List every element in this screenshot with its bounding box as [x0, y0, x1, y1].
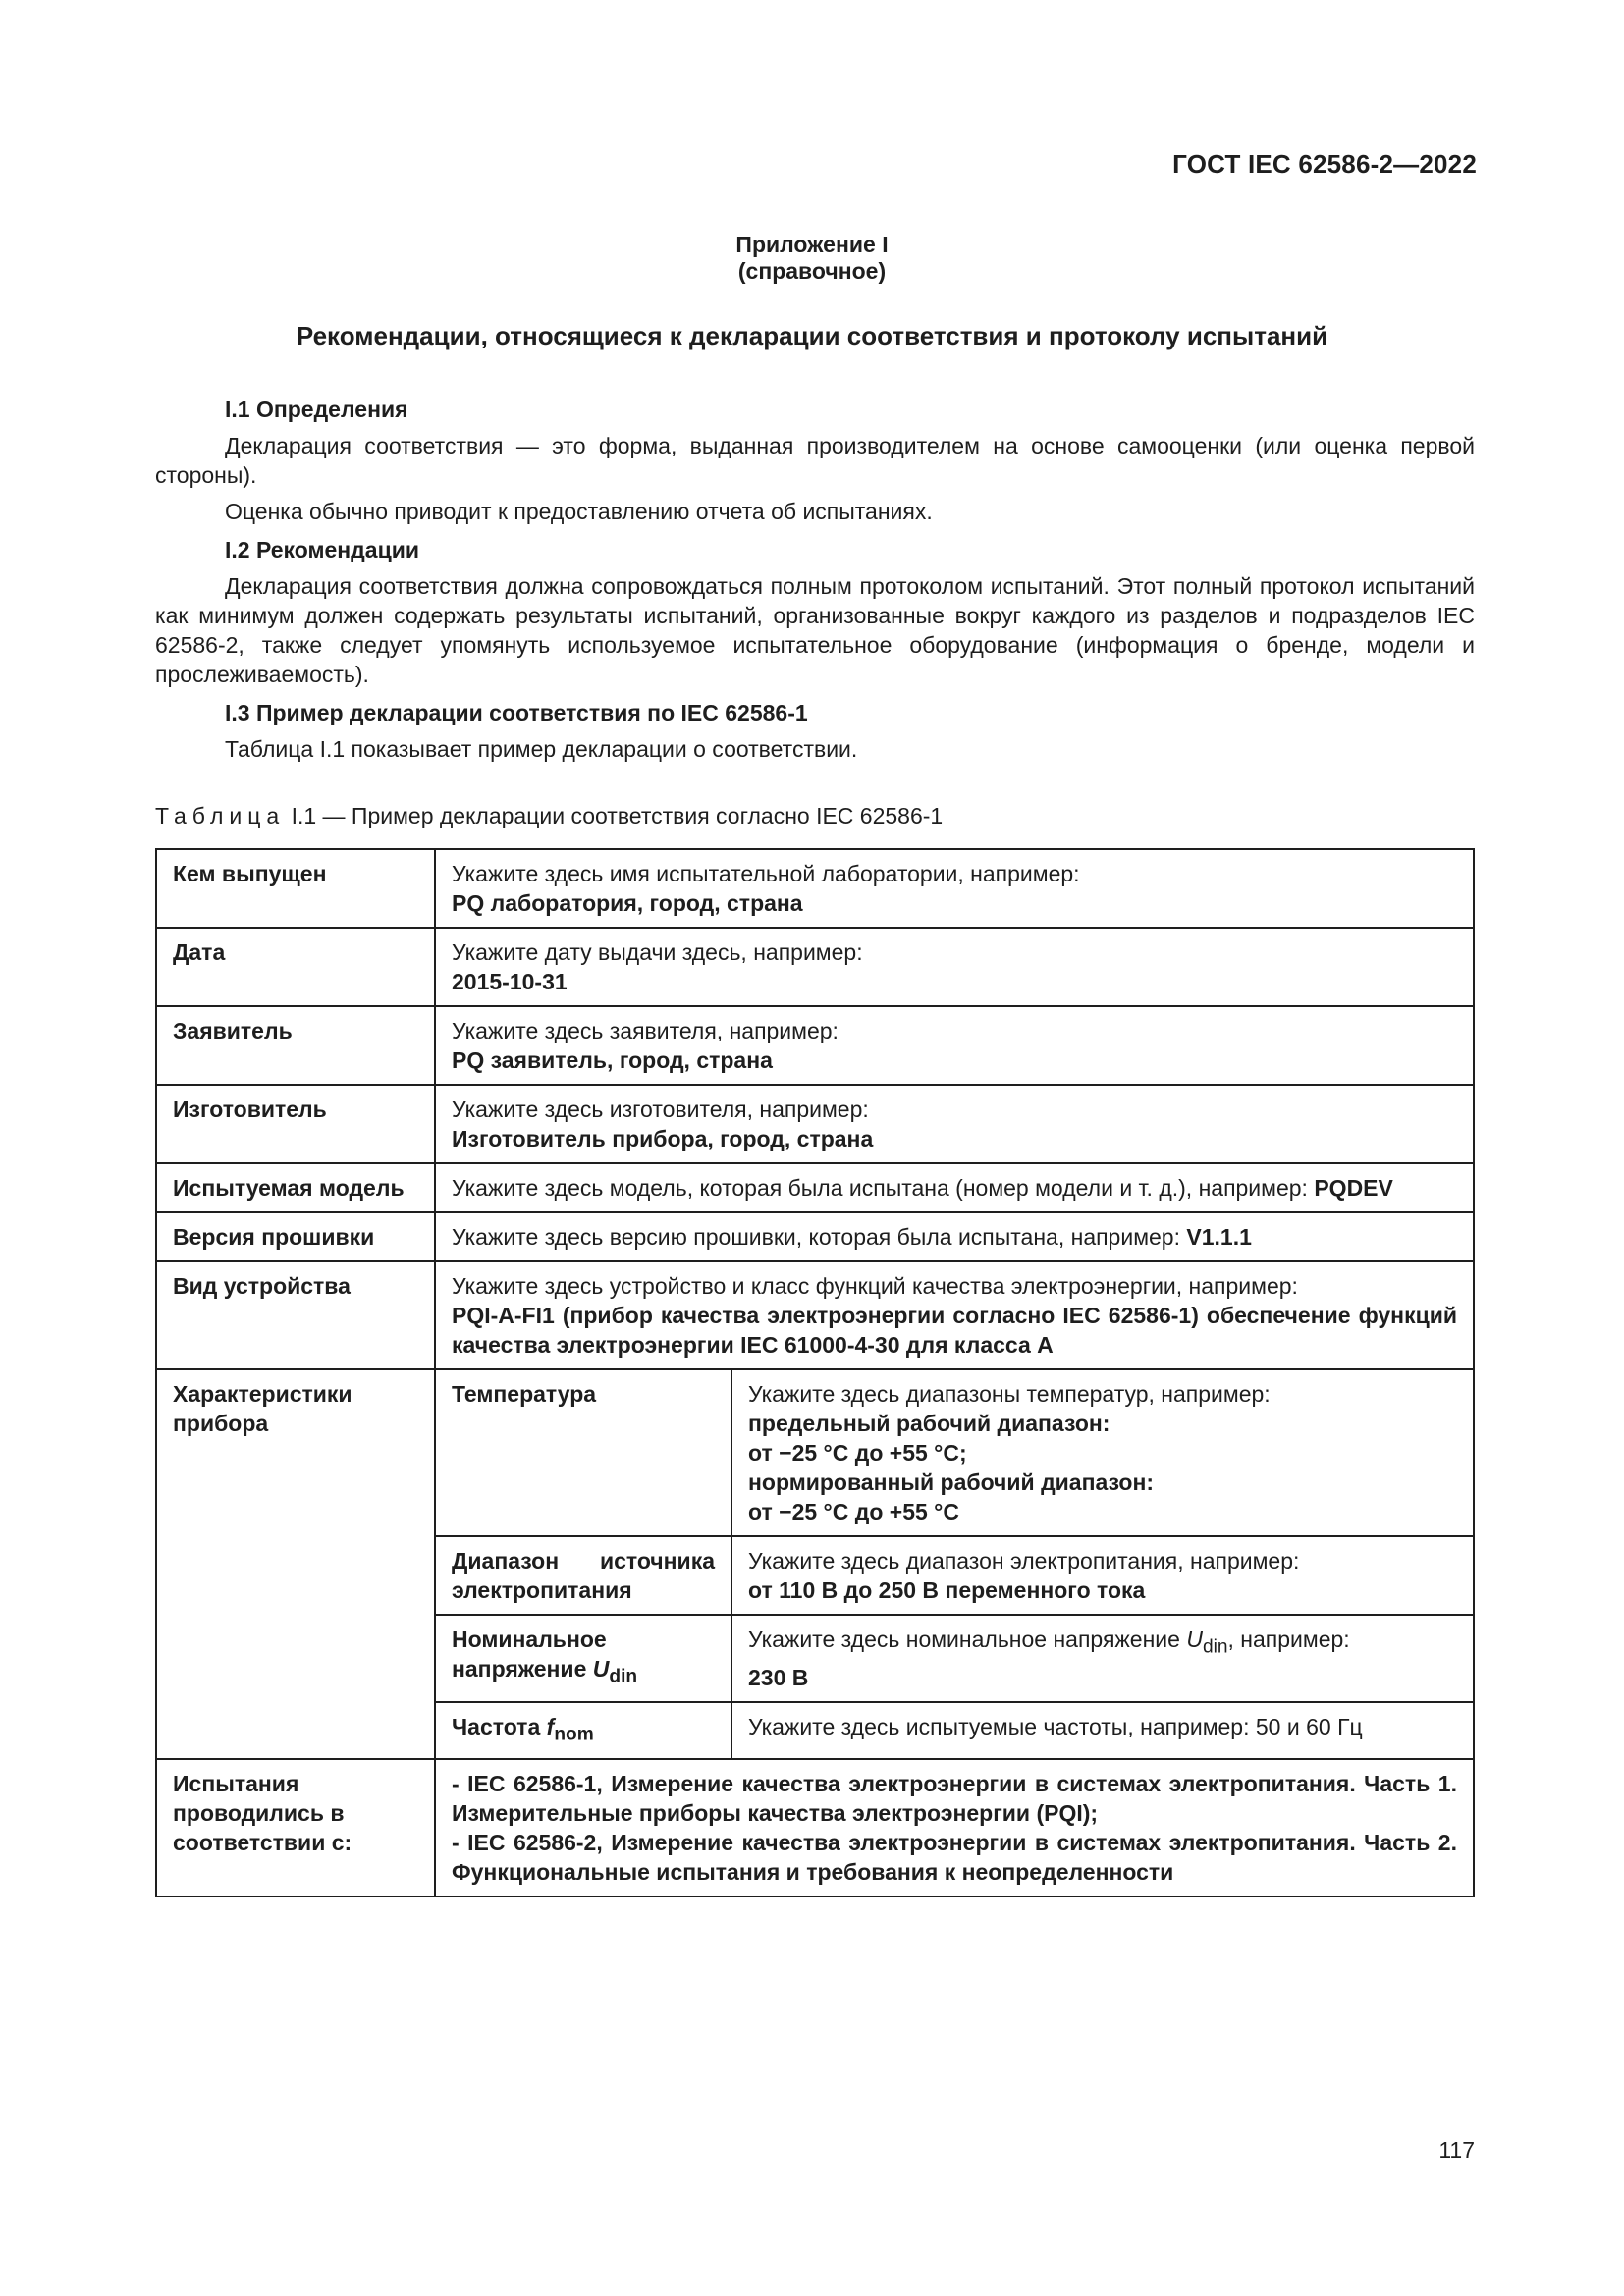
page-number: 117	[1438, 2137, 1475, 2163]
row-example: PQDEV	[1314, 1175, 1393, 1201]
row-example: 230 В	[748, 1664, 809, 1690]
table-caption-word: Таблица	[155, 803, 286, 828]
instruction-text: Укажите здесь номинальное напряжение	[748, 1627, 1180, 1652]
row-label: Кем выпущен	[156, 849, 435, 928]
table-row	[156, 1212, 1474, 1261]
sub-label: Температура	[435, 1369, 731, 1536]
row-instruction: Укажите здесь диапазоны температур, например:	[748, 1381, 1271, 1407]
row-example: Изготовитель прибора, город, страна	[452, 1126, 874, 1151]
row-example: предельный рабочий диапазон:	[748, 1411, 1110, 1436]
row-label: Вид устройства	[156, 1261, 435, 1369]
row-label: Версия прошивки	[156, 1212, 435, 1261]
row-value-cell	[435, 1163, 1474, 1212]
row-label: Дата	[156, 928, 435, 1006]
standard-code: ГОСТ IEC 62586-2—2022	[1172, 149, 1477, 179]
voltage-symbol: U	[1186, 1627, 1203, 1652]
frequency-subscript: nom	[554, 1724, 594, 1745]
row-value-cell	[435, 849, 1474, 928]
row-value-cell	[731, 1369, 1474, 1536]
table-row	[156, 1369, 1474, 1536]
standard-reference: - IEC 62586-2, Измерение качества электроэнергии в системах электропитания. Часть 2. Функциональные испытания и требования к неопределенности	[452, 1830, 1457, 1886]
row-value-cell	[435, 1759, 1474, 1896]
row-instruction	[748, 1625, 1457, 1663]
row-value-cell	[435, 1085, 1474, 1163]
row-instruction: Укажите здесь устройство и класс функций качества электроэнергии, например:	[452, 1273, 1298, 1299]
row-value-cell	[435, 928, 1474, 1006]
row-example: от −25 °С до +55 °С;	[748, 1440, 967, 1466]
row-label: Изготовитель	[156, 1085, 435, 1163]
table-row	[156, 1261, 1474, 1369]
voltage-symbol: U	[592, 1656, 610, 1682]
row-instruction: Укажите дату выдачи здесь, например:	[452, 939, 863, 965]
table-row	[156, 1759, 1474, 1896]
row-example: от −25 °С до +55 °С	[748, 1499, 959, 1524]
row-value-cell	[435, 1261, 1474, 1369]
paragraph: Оценка обычно приводит к предоставлению отчета об испытаниях.	[225, 499, 933, 524]
section-heading-definitions: I.1 Определения	[225, 397, 408, 422]
frequency-symbol: f	[546, 1713, 555, 1739]
section-heading-example: I.3 Пример декларации соответствия по IEC 62586-1	[225, 700, 808, 725]
row-instruction: Укажите здесь версию прошивки, которая была испытана, например:	[452, 1224, 1180, 1250]
table-row	[156, 1163, 1474, 1212]
paragraph: Декларация соответствия — это форма, выданная производителем на основе самооценки (или оценка первой стороны).	[155, 433, 1475, 488]
row-label: Заявитель	[156, 1006, 435, 1085]
paragraph: Декларация соответствия должна сопровождаться полным протоколом испытаний. Этот полный протокол испытаний как минимум должен содержать результаты испытаний, организованные вокруг каждого из разделов и подразделов IEC 62586-2, также следует упомянуть используемое испытательное оборудование (информация о бренде, модели и прослеживаемость).	[155, 573, 1475, 687]
row-example: PQ лаборатория, город, страна	[452, 890, 803, 916]
row-label: Испытуемая модель	[156, 1163, 435, 1212]
annex-title: Приложение I	[735, 232, 889, 257]
main-title: Рекомендации, относящиеся к декларации соответствия и протоколу испытаний	[296, 321, 1328, 350]
annex-type: (справочное)	[737, 258, 887, 284]
row-example: от 110 В до 250 В переменного тока	[748, 1577, 1146, 1603]
row-value-cell	[435, 1006, 1474, 1085]
table-row	[156, 849, 1474, 928]
row-instruction: Укажите здесь диапазон электропитания, например:	[748, 1548, 1300, 1574]
row-example: нормированный рабочий диапазон:	[748, 1469, 1155, 1495]
sub-label-cell	[435, 1615, 731, 1702]
body-text	[155, 395, 1475, 764]
voltage-subscript: din	[1202, 1636, 1228, 1658]
sub-label: Диапазон источника электропитания	[435, 1536, 731, 1615]
row-instruction: Укажите здесь модель, которая была испытана (номер модели и т. д.), например:	[452, 1175, 1308, 1201]
sub-label-cell	[435, 1702, 731, 1760]
table-caption	[155, 803, 943, 829]
row-instruction: Укажите здесь имя испытательной лаборатории, например:	[452, 861, 1080, 886]
row-example: 2015-10-31	[452, 969, 568, 994]
instruction-text: , например:	[1227, 1627, 1350, 1652]
sub-label: Частота	[452, 1713, 541, 1739]
row-label: Испытания проводились в соответствии с:	[156, 1759, 435, 1896]
row-value-cell	[731, 1536, 1474, 1615]
voltage-subscript: din	[609, 1666, 638, 1687]
row-instruction: Укажите здесь заявителя, например:	[452, 1018, 839, 1043]
section-heading-recommendations: I.2 Рекомендации	[225, 537, 419, 562]
table-caption-text: I.1 — Пример декларации соответствия согласно IEC 62586-1	[291, 803, 944, 828]
table-row	[156, 1006, 1474, 1085]
row-example: PQ заявитель, город, страна	[452, 1047, 773, 1073]
row-instruction: Укажите здесь изготовителя, например:	[452, 1096, 869, 1122]
table-row	[156, 928, 1474, 1006]
table-row	[156, 1085, 1474, 1163]
standard-reference: - IEC 62586-1, Измерение качества электроэнергии в системах электропитания. Часть 1. Измерительные приборы качества электроэнергии (PQI);	[452, 1771, 1457, 1827]
row-value-cell	[731, 1615, 1474, 1702]
sub-label: Номинальное напряжение	[452, 1627, 607, 1682]
row-example: PQI-A-FI1 (прибор качества электроэнергии согласно IEC 62586-1) обеспечение функций качества электроэнергии IEC 61000-4-30 для класса А	[452, 1303, 1457, 1358]
paragraph: Таблица I.1 показывает пример декларации о соответствии.	[225, 736, 858, 762]
row-value-cell	[435, 1212, 1474, 1261]
row-value-cell: Укажите здесь испытуемые частоты, например: 50 и 60 Гц	[731, 1702, 1474, 1760]
row-label: Характеристики прибора	[156, 1369, 435, 1759]
declaration-table	[155, 848, 1475, 1897]
row-example: V1.1.1	[1186, 1224, 1252, 1250]
